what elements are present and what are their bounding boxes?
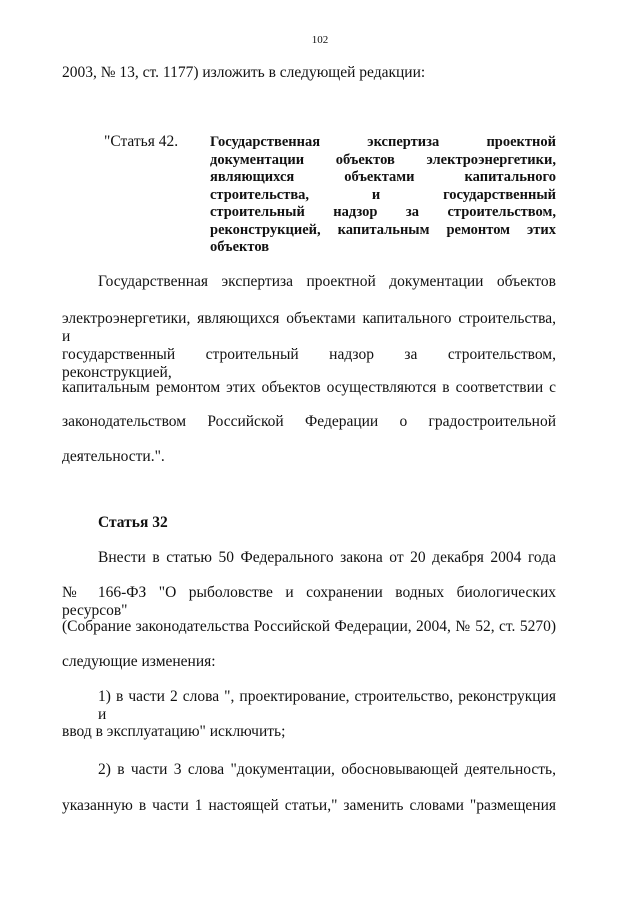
article-title-line: объектов (210, 239, 270, 255)
article-title-line: документации объектов электроэнергетики, (210, 151, 556, 168)
article-body-line: законодательством Российской Федерации о градостроительной (62, 413, 556, 430)
section-line: Внести в статью 50 Федерального закона от 20 декабря 2004 года (98, 549, 556, 566)
section-line: указанную в части 1 настоящей статьи," заменить словами "размещения (62, 797, 556, 814)
section-line: (Собрание законодательства Российской Федерации, 2004, № 52, ст. 5270) (62, 618, 556, 635)
section-line: следующие изменения: (62, 653, 216, 670)
article-title-line: реконструкцией, капитальным ремонтом этих (210, 221, 556, 238)
article-title-line: строительства, и государственный (210, 186, 556, 203)
article-title-line: Государственная экспертиза проектной (210, 134, 556, 150)
article-label: "Статья 42. (104, 133, 179, 150)
section-line: 2) в части 3 слова "документации, обосновывающей деятельность, (98, 761, 556, 778)
section-line: ввод в эксплуатацию" исключить; (62, 723, 286, 740)
article-title-line: строительный надзор за строительством, (210, 204, 556, 220)
article-title (210, 134, 556, 257)
article-body-line: электроэнергетики, являющихся объектами капитального строительства, и (62, 310, 556, 345)
section-line: 1) в части 2 слова ", проектирование, строительство, реконструкция и (98, 688, 556, 723)
section-line: № 166-ФЗ "О рыболовстве и сохранении водных биологических ресурсов" (62, 584, 556, 619)
page-number: 102 (311, 34, 329, 46)
article-body-line: государственный строительный надзор за строительством, реконструкцией, (62, 346, 556, 381)
section-heading: Статья 32 (98, 514, 168, 531)
article-body-line: Государственная экспертиза проектной документации объектов (98, 273, 556, 290)
article-title-line: являющихся объектами капитального (210, 169, 556, 185)
article-body-line: капитальным ремонтом этих объектов осуществляются в соответствии с (62, 379, 556, 396)
intro-line: 2003, № 13, ст. 1177) изложить в следующей редакции: (62, 64, 426, 81)
article-body-line: деятельности.". (62, 448, 165, 465)
